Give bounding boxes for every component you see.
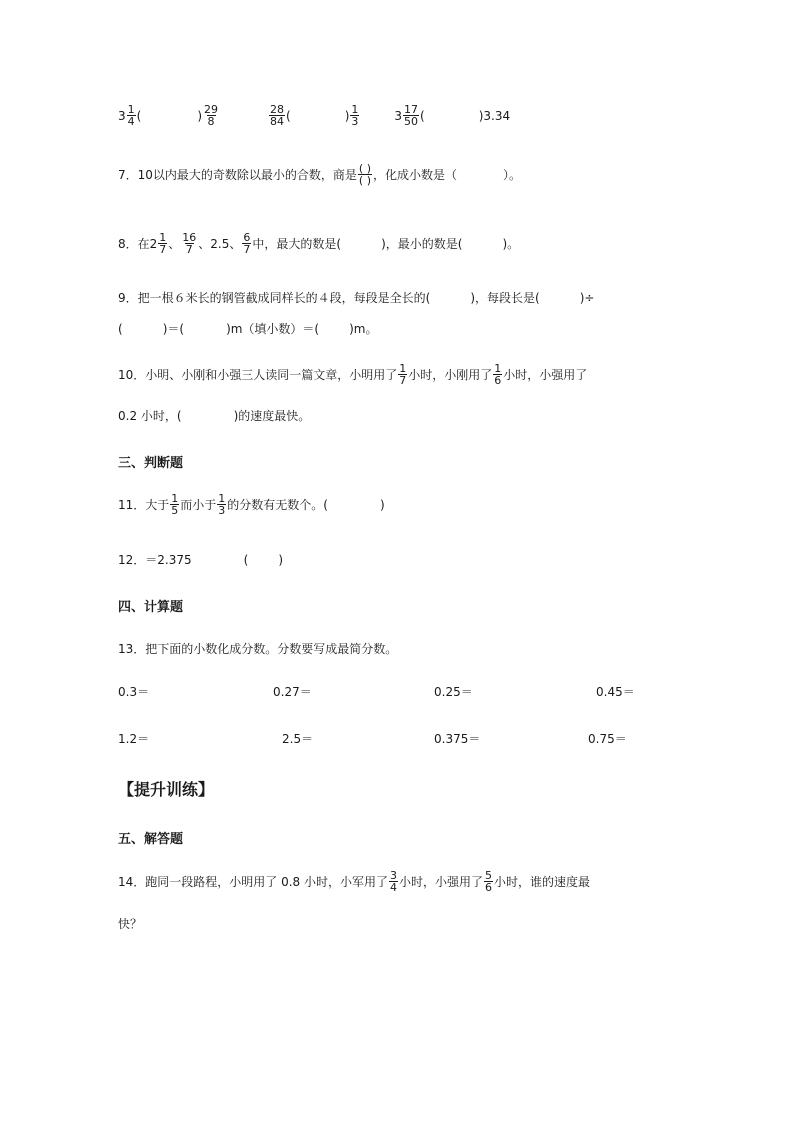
question-11: 11．大于 $\frac{1}{5}$ 而小于 $\frac{1}{3}$ 的分数有无数个。( ) xyxy=(118,492,385,517)
question-14-line2: 快？ xyxy=(118,917,143,931)
question-8: 8．在 2 $\frac{1}{7}$ 、 $\frac{16}{7}$ 、2.5、 $\frac{6}{7}$ 中，最大的数是( )，最小的数是( )。 xyxy=(118,231,520,256)
fraction: $\frac{1}{7}$ xyxy=(399,362,407,387)
question-12: 12．＝2.375 ( ) xyxy=(118,552,283,567)
mixed-whole: 3 xyxy=(394,108,403,123)
calc-item[interactable]: 0.45＝ xyxy=(596,685,635,699)
fraction: $\frac{29}{8}$ xyxy=(204,103,219,128)
fraction: $\frac{5}{6}$ xyxy=(485,869,492,894)
calc-item[interactable]: 0.75＝ xyxy=(588,732,627,746)
question-14-line1: 14．跑同一段路程，小明用了 0.8 小时，小军用了 $\frac{3}{4}$ 小时，小强用了 $\frac{5}{6}$ 小时，谁的速度最 xyxy=(118,869,591,894)
fraction: $\frac{1}{5}$ xyxy=(171,492,179,517)
answer-fraction[interactable]: $\frac{( )}{( )}$ xyxy=(358,162,371,187)
fraction: $\frac{3}{4}$ xyxy=(389,869,397,894)
calc-item[interactable]: 2.5＝ xyxy=(282,732,314,746)
fraction: $\frac{1}{6}$ xyxy=(494,362,502,387)
calc-item[interactable]: 0.3＝ xyxy=(118,685,150,699)
calc-item[interactable]: 0.375＝ xyxy=(434,732,481,746)
section-heading-calculation: 四、计算题 xyxy=(118,600,184,615)
question-9-line1: 9．把一根６米长的钢管截成同样长的４段，每段是全长的( )，每段长是( )÷ xyxy=(118,290,595,305)
section-heading-upgrade: 【提升训练】 xyxy=(118,780,215,799)
fraction: $\frac{1}{3}$ xyxy=(351,103,359,128)
question-7: 7．10以内最大的奇数除以最小的合数，商是 $\frac{( )}{( )}$ ，化成小数是（ ）。 xyxy=(118,162,522,187)
section-heading-judgement: 三、判断题 xyxy=(118,456,184,471)
mixed-whole: 2 xyxy=(149,236,158,251)
fraction: $\frac{1}{3}$ xyxy=(218,492,226,517)
compare-row: 3 $\frac{1}{4}$ ( ) $\frac{29}{8}$ $\frac{28}{84}$ ( ) $\frac{1}{3}$ 3 $\frac{17}{50}$ ( ) 3.34 xyxy=(118,103,511,128)
calc-item[interactable]: 1.2＝ xyxy=(118,732,150,746)
section-heading-answer: 五、解答题 xyxy=(118,832,184,847)
fraction: $\frac{1}{4}$ xyxy=(127,103,135,128)
question-10-line2: 0.2 小时，( )的速度最快。 xyxy=(118,409,311,423)
fraction: $\frac{6}{7}$ xyxy=(243,231,251,256)
mixed-whole: 3 xyxy=(118,108,126,123)
calc-item[interactable]: 0.25＝ xyxy=(434,685,473,699)
question-10-line1: 10．小明、小刚和小强三人读同一篇文章，小明用了 $\frac{1}{7}$ 小时，小刚用了 $\frac{1}{6}$ 小时，小强用了 xyxy=(118,362,588,387)
calc-item[interactable]: 0.27＝ xyxy=(273,685,312,699)
fraction: $\frac{1}{7}$ xyxy=(159,231,167,256)
question-13: 13．把下面的小数化成分数。分数要写成最简分数。 xyxy=(118,642,398,656)
fraction: $\frac{17}{50}$ xyxy=(404,103,419,128)
fraction: $\frac{16}{7}$ xyxy=(182,231,197,256)
fraction: $\frac{28}{84}$ xyxy=(270,103,285,128)
question-9-line2: ( )＝( )m（填小数）＝( )m。 xyxy=(118,321,378,336)
